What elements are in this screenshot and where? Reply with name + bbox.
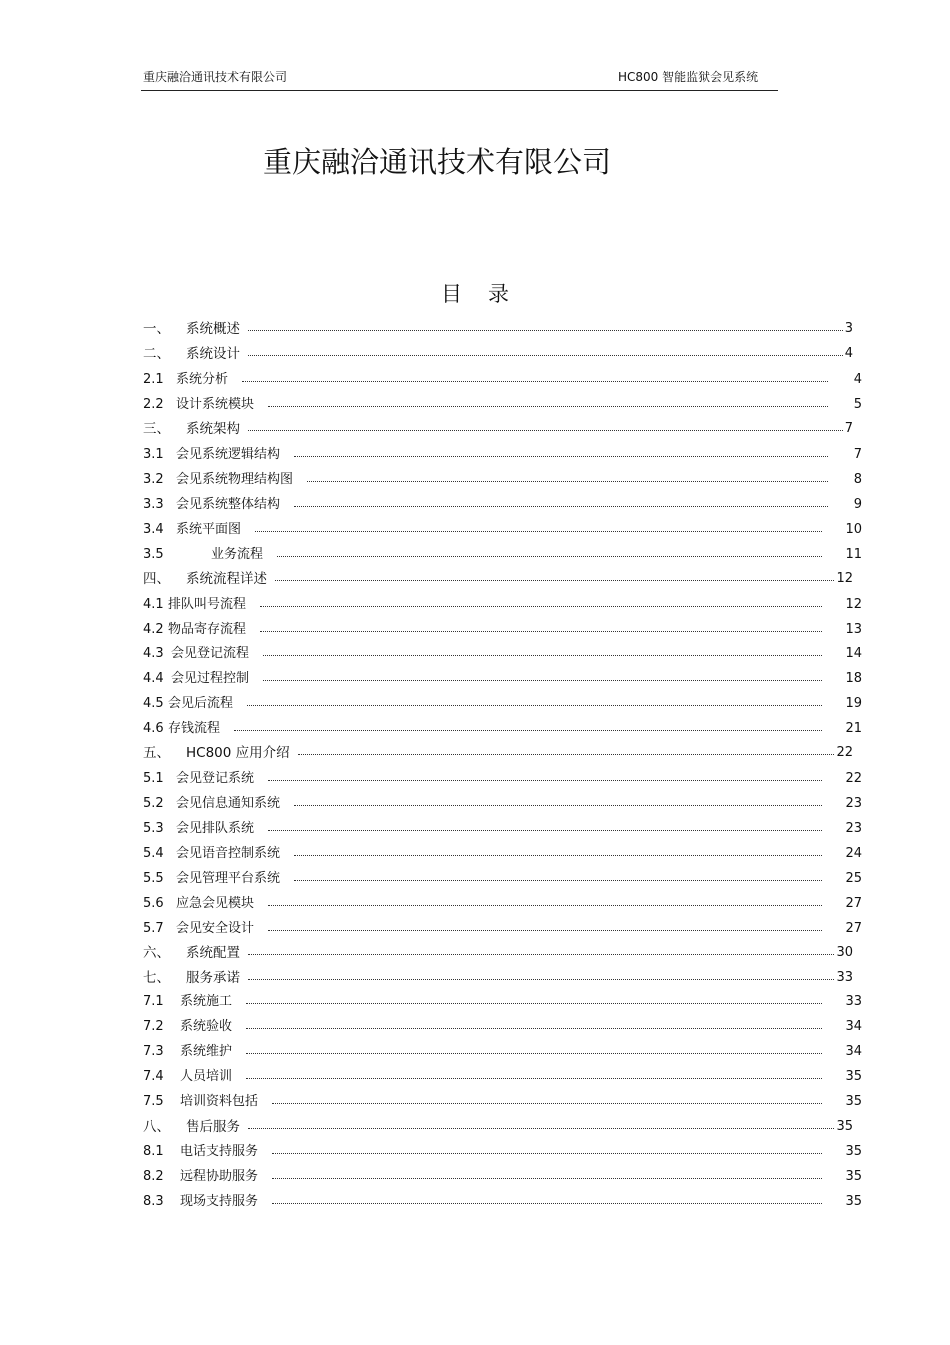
toc-entry-label: 培训资料包括 (180, 1094, 259, 1109)
toc-entry-page: 5 (853, 397, 862, 412)
toc-entry-page: 35 (845, 1144, 862, 1159)
toc-entry-label: 售后服务 (186, 1119, 240, 1135)
company-title: 重庆融洽通讯技术有限公司 (263, 145, 612, 179)
toc-entry-number: 四、 (143, 571, 170, 587)
toc-entry-number: 8.1 (143, 1144, 164, 1159)
toc-entry-label: 会见后流程 (168, 696, 234, 711)
toc-entry-page: 22 (845, 771, 862, 786)
toc-entry-number: 7.2 (143, 1019, 164, 1034)
header-product: HC800 智能监狱会见系统 (618, 70, 759, 84)
toc-entry-number: 5.7 (143, 921, 164, 936)
toc-entry[interactable] (0, 721, 950, 737)
toc-entry-label: 系统设计 (186, 346, 240, 362)
toc-leader-dots (272, 1153, 822, 1154)
toc-entry-label: 系统维护 (180, 1044, 233, 1059)
toc-leader-dots (246, 1053, 822, 1054)
toc-entry-label: 会见安全设计 (176, 921, 255, 936)
toc-entry-number: 五、 (143, 745, 170, 761)
toc-leader-dots (246, 1078, 822, 1079)
toc-entry[interactable] (0, 970, 950, 986)
toc-leader-dots (294, 880, 822, 881)
toc-entry-number: 5.5 (143, 871, 164, 886)
toc-entry[interactable] (0, 994, 950, 1010)
toc-leader-dots (268, 406, 828, 407)
toc-entry[interactable] (0, 472, 950, 488)
toc-entry-number: 一、 (143, 321, 170, 337)
toc-entry-label: 人员培训 (180, 1069, 233, 1084)
toc-entry-page: 11 (845, 547, 862, 562)
toc-entry-page: 14 (845, 646, 862, 661)
toc-entry[interactable] (0, 1169, 950, 1185)
toc-entry[interactable] (0, 821, 950, 837)
toc-leader-dots (298, 754, 835, 755)
toc-title: 目录 (441, 282, 535, 306)
toc-entry[interactable] (0, 1069, 950, 1085)
toc-entry-label: 会见系统整体结构 (176, 497, 281, 512)
toc-entry-number: 8.2 (143, 1169, 164, 1184)
toc-entry[interactable] (0, 771, 950, 787)
toc-entry-number: 3.4 (143, 522, 164, 537)
toc-entry-page: 12 (845, 597, 862, 612)
toc-leader-dots (246, 1028, 822, 1029)
toc-leader-dots (248, 979, 834, 980)
toc-entry-page: 4 (853, 372, 862, 387)
toc-entry-page: 35 (836, 1119, 853, 1134)
toc-entry-number: 六、 (143, 945, 170, 961)
toc-entry-label: 系统配置 (186, 945, 240, 961)
toc-entry[interactable] (0, 696, 950, 712)
toc-entry-page: 3 (844, 321, 853, 336)
toc-entry-label: 会见排队系统 (176, 821, 255, 836)
toc-entry-number: 八、 (143, 1119, 170, 1135)
toc-entry[interactable] (0, 321, 950, 337)
toc-entry-number: 4.1 (143, 597, 164, 612)
toc-leader-dots (272, 1103, 822, 1104)
toc-entry-page: 33 (845, 994, 862, 1009)
toc-leader-dots (260, 631, 822, 632)
toc-entry-page: 18 (845, 671, 862, 686)
toc-entry[interactable] (0, 571, 950, 587)
toc-entry-page: 35 (845, 1069, 862, 1084)
toc-entry-label: 远程协助服务 (180, 1169, 259, 1184)
toc-entry[interactable] (0, 1094, 950, 1110)
toc-entry-number: 5.2 (143, 796, 164, 811)
toc-entry-page: 13 (845, 622, 862, 637)
toc-entry[interactable] (0, 671, 950, 687)
toc-entry-number: 3.5 (143, 547, 164, 562)
toc-leader-dots (246, 1003, 822, 1004)
toc-entry-label: 存钱流程 (168, 721, 221, 736)
toc-leader-dots (248, 430, 843, 431)
toc-entry[interactable] (0, 871, 950, 887)
toc-entry-number: 2.1 (143, 372, 164, 387)
toc-entry-label: 会见过程控制 (171, 671, 250, 686)
toc-entry-label: 物品寄存流程 (168, 622, 247, 637)
toc-entry-page: 7 (844, 421, 853, 436)
toc-entry-label: 业务流程 (211, 547, 264, 562)
toc-entry-label: 会见管理平台系统 (176, 871, 281, 886)
toc-entry-label: 系统施工 (180, 994, 233, 1009)
toc-entry[interactable] (0, 421, 950, 437)
toc-entry[interactable] (0, 1019, 950, 1035)
toc-entry-label: 设计系统模块 (176, 397, 255, 412)
toc-entry-page: 12 (836, 571, 853, 586)
toc-entry-number: 8.3 (143, 1194, 164, 1209)
toc-leader-dots (242, 381, 828, 382)
toc-entry[interactable] (0, 1119, 950, 1135)
toc-entry-page: 33 (836, 970, 853, 985)
toc-entry-page: 9 (853, 497, 862, 512)
toc-entry-page: 19 (845, 696, 862, 711)
toc-entry-number: 7.1 (143, 994, 164, 1009)
toc-entry-page: 35 (845, 1194, 862, 1209)
toc-entry-label: 会见信息通知系统 (176, 796, 281, 811)
toc-entry-number: 5.1 (143, 771, 164, 786)
toc-entry[interactable] (0, 372, 950, 388)
toc-entry-number: 4.4 (143, 671, 164, 686)
toc-leader-dots (247, 705, 822, 706)
toc-entry-label: 会见登记系统 (176, 771, 255, 786)
toc-leader-dots (268, 905, 822, 906)
toc-leader-dots (294, 805, 822, 806)
toc-entry-page: 30 (836, 945, 853, 960)
toc-entry-number: 3.1 (143, 447, 164, 462)
toc-entry[interactable] (0, 522, 950, 538)
toc-entry-page: 34 (845, 1019, 862, 1034)
toc-entry-page: 22 (836, 745, 853, 760)
toc-entry-number: 三、 (143, 421, 170, 437)
toc-entry-number: 二、 (143, 346, 170, 362)
toc-entry-number: 7.3 (143, 1044, 164, 1059)
toc-leader-dots (268, 780, 822, 781)
toc-leader-dots (272, 1203, 822, 1204)
toc-leader-dots (234, 730, 822, 731)
toc-leader-dots (294, 456, 828, 457)
toc-entry[interactable] (0, 397, 950, 413)
toc-leader-dots (268, 930, 822, 931)
toc-leader-dots (248, 1128, 834, 1129)
toc-entry[interactable] (0, 1144, 950, 1160)
toc-entry-label: 排队叫号流程 (168, 597, 247, 612)
toc-entry-label: 系统验收 (180, 1019, 233, 1034)
toc-entry-page: 10 (845, 522, 862, 537)
toc-entry-page: 23 (845, 821, 862, 836)
toc-entry-label: 应急会见模块 (176, 896, 255, 911)
toc-entry[interactable] (0, 622, 950, 638)
toc-entry-number: 七、 (143, 970, 170, 986)
toc-entry-number: 4.5 (143, 696, 164, 711)
toc-entry[interactable] (0, 846, 950, 862)
toc-entry-number: 4.3 (143, 646, 164, 661)
toc-entry-page: 7 (853, 447, 862, 462)
toc-leader-dots (307, 481, 828, 482)
toc-entry[interactable] (0, 745, 950, 761)
toc-entry-page: 8 (853, 472, 862, 487)
toc-leader-dots (294, 855, 822, 856)
toc-entry[interactable] (0, 547, 950, 563)
toc-entry[interactable] (0, 1194, 950, 1210)
toc-entry-label: 系统架构 (186, 421, 240, 437)
toc-entry-number: 5.3 (143, 821, 164, 836)
toc-entry[interactable] (0, 346, 950, 362)
toc-entry-page: 4 (844, 346, 853, 361)
toc-leader-dots (263, 680, 822, 681)
toc-entry-number: 4.2 (143, 622, 164, 637)
toc-entry-page: 35 (845, 1169, 862, 1184)
toc-entry-number: 3.3 (143, 497, 164, 512)
toc-entry-page: 34 (845, 1044, 862, 1059)
toc-leader-dots (277, 556, 822, 557)
toc-entry-page: 24 (845, 846, 862, 861)
toc-entry-page: 23 (845, 796, 862, 811)
toc-entry[interactable] (0, 796, 950, 812)
toc-entry-number: 5.6 (143, 896, 164, 911)
toc-entry[interactable] (0, 896, 950, 912)
toc-entry-label: 系统平面图 (176, 522, 242, 537)
toc-entry-page: 27 (845, 896, 862, 911)
toc-entry-number: 2.2 (143, 397, 164, 412)
toc-entry-label: 电话支持服务 (180, 1144, 259, 1159)
toc-entry[interactable] (0, 497, 950, 513)
toc-entry-page: 35 (845, 1094, 862, 1109)
toc-entry-page: 27 (845, 921, 862, 936)
toc-entry[interactable] (0, 945, 950, 961)
toc-entry-label: 现场支持服务 (180, 1194, 259, 1209)
toc-entry-label: 会见系统逻辑结构 (176, 447, 281, 462)
toc-entry[interactable] (0, 597, 950, 613)
toc-leader-dots (268, 830, 822, 831)
toc-entry-number: 4.6 (143, 721, 164, 736)
toc-entry-number: 7.4 (143, 1069, 164, 1084)
toc-leader-dots (272, 1178, 822, 1179)
toc-leader-dots (255, 531, 822, 532)
toc-entry-number: 5.4 (143, 846, 164, 861)
toc-entry[interactable] (0, 646, 950, 662)
toc-leader-dots (248, 355, 843, 356)
toc-entry-label: 会见登记流程 (171, 646, 250, 661)
toc-entry-page: 21 (845, 721, 862, 736)
toc-leader-dots (260, 606, 822, 607)
toc-leader-dots (275, 580, 834, 581)
toc-entry-label: 会见系统物理结构图 (176, 472, 294, 487)
toc-entry-number: 3.2 (143, 472, 164, 487)
header-company: 重庆融洽通讯技术有限公司 (143, 70, 288, 84)
toc-entry-number: 7.5 (143, 1094, 164, 1109)
toc-leader-dots (248, 330, 843, 331)
toc-entry-label: HC800 应用介绍 (186, 745, 290, 761)
toc-entry[interactable] (0, 447, 950, 463)
toc-entry-label: 服务承诺 (186, 970, 240, 986)
toc-entry[interactable] (0, 1044, 950, 1060)
toc-entry-label: 系统概述 (186, 321, 240, 337)
toc-entry-label: 系统分析 (176, 372, 229, 387)
toc-leader-dots (294, 506, 828, 507)
toc-leader-dots (263, 655, 822, 656)
toc-entry-label: 会见语音控制系统 (176, 846, 281, 861)
toc-entry-label: 系统流程详述 (186, 571, 267, 587)
toc-leader-dots (248, 954, 834, 955)
toc-entry[interactable] (0, 921, 950, 937)
toc-entry-page: 25 (845, 871, 862, 886)
